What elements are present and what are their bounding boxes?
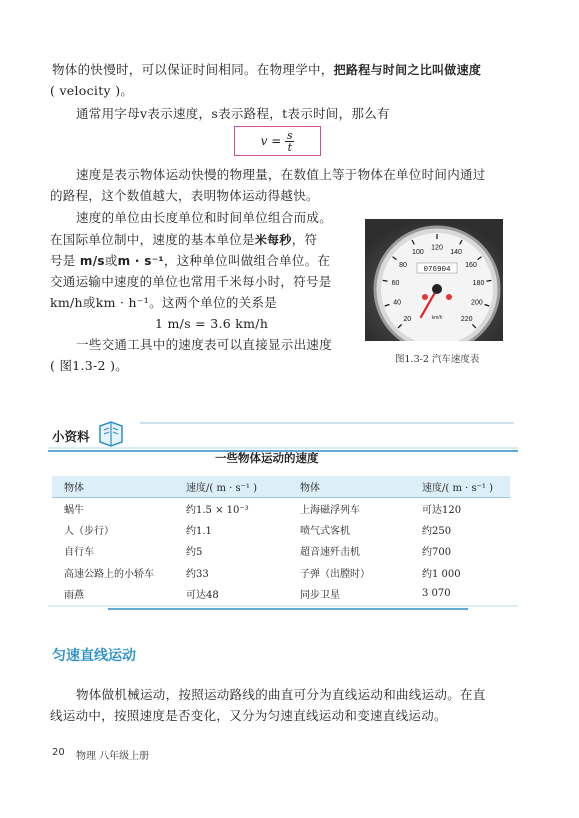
table-cell: 自行车 (64, 547, 94, 559)
definition-line-1: 速度是表示物体运动快慢的物理量，在数值上等于物体在单位时间内通过 (76, 167, 486, 182)
intro-text: 物体的快慢时，可以保证时间相同。在物理学中， (52, 62, 334, 77)
section-line-2: 线运动中，按照速度是否变化，又分为匀速直线运动和变速直线运动。 (50, 708, 447, 723)
table-cell: 约33 (186, 568, 209, 580)
table-cell: 超音速歼击机 (300, 547, 360, 559)
odometer-readout: 076904 (423, 266, 451, 274)
units-text: 在国际单位制中，速度的基本单位是 (50, 232, 255, 247)
table-cell: 约5 (186, 547, 203, 559)
section-line-1: 物体做机械运动，按照运动路线的曲直可分为直线运动和曲线运动。在直 (76, 687, 486, 702)
figure-caption: 图1.3-2 汽车速度表 (395, 354, 480, 365)
unit-name-bold: 米每秒 (254, 233, 292, 247)
units-line-3 (50, 250, 330, 272)
col-speed-2: 速度/( m · s⁻¹ ) (410, 476, 510, 497)
formula-denominator: t (287, 140, 293, 154)
speed-definition-bold: 把路程与时间之比叫做速度 (333, 63, 482, 77)
units-line-6: 一些交通工具中的速度表可以直接显示出速度 (76, 337, 333, 352)
symbols-line: 通常用字母v表示速度，s表示路程，t表示时间，那么有 (76, 106, 390, 121)
gauge-label: 20 (403, 316, 412, 324)
table-bottom-rule (48, 598, 518, 612)
table-cell: 可达120 (422, 504, 462, 516)
units-line-1: 速度的单位由长度单位和时间单位组合而成。 (76, 210, 333, 225)
table-cell: 人（步行） (64, 525, 114, 537)
gauge-label: 40 (393, 299, 401, 307)
gauge-label: 80 (399, 261, 407, 269)
units-line-2 (50, 229, 317, 251)
gauge-unit-label: km/h (431, 315, 443, 321)
gauge-label: 60 (391, 279, 400, 287)
sidebar-label: 小资料 (52, 429, 90, 444)
book-icon (96, 418, 126, 448)
intro-line-2: ( velocity )。 (50, 83, 134, 98)
table-cell: 3 070 (422, 588, 451, 600)
formula-numerator: s (287, 128, 293, 142)
unit-relation: 1 m/s = 3.6 km/h (155, 316, 269, 331)
table-cell: 约1.5 × 10⁻³ (186, 504, 249, 516)
table-row (52, 562, 510, 584)
table-cell: 蜗牛 (64, 504, 84, 516)
gauge-label: 200 (471, 299, 483, 307)
speedometer-photo (365, 219, 503, 341)
gauge-tick (486, 280, 491, 281)
col-speed-1: 速度/( m · s⁻¹ ) (174, 476, 288, 497)
section-heading: 匀速直线运动 (52, 648, 136, 664)
table-cell: 约250 (422, 525, 452, 537)
speed-table (52, 476, 510, 605)
units-line-4: 交通运输中速度的单位也常用千米每小时，符号是 (50, 274, 332, 289)
gauge-label: 140 (450, 249, 462, 257)
formula-fraction (285, 130, 294, 153)
table-row (52, 540, 510, 562)
units-line-7: ( 图1.3-2 )。 (50, 358, 129, 373)
col-object-1: 物体 (52, 476, 174, 497)
table-cell: 同步卫星 (300, 590, 340, 602)
table-header-row (52, 476, 510, 497)
col-object-2: 物体 (288, 476, 410, 497)
table-cell: 喷气式客机 (300, 525, 350, 537)
page-number: 20 (52, 747, 65, 758)
table-cell: 约1 000 (422, 568, 461, 580)
gauge-label: 120 (431, 244, 443, 252)
table-cell: 高速公路上的小轿车 (64, 568, 154, 580)
unit-symbol-ms: m/s (79, 254, 105, 268)
table-cell: 约700 (422, 547, 452, 559)
intro-line-1 (52, 59, 522, 81)
units-text: ，这种单位叫做组合单位。在 (163, 253, 331, 268)
book-title: 物理 八年级上册 (76, 751, 150, 762)
gauge-tick (383, 280, 388, 281)
definition-line-2: 的路程，这个数值越大，表明物体运动得越快。 (50, 188, 319, 203)
units-text: 或 (104, 253, 118, 268)
speed-table-title: 一些物体运动的速度 (215, 451, 319, 465)
gauge-label: 100 (412, 249, 424, 257)
gauge-label: 220 (460, 316, 473, 324)
table-cell: 可达48 (186, 590, 219, 602)
unit-symbol-ms-1: m · s⁻¹ (117, 254, 164, 268)
needle-hub (432, 284, 442, 294)
speedometer-drawing (365, 219, 503, 341)
table-cell: 上海磁浮列车 (300, 504, 360, 516)
formula-lhs: v = (260, 134, 282, 148)
table-cell: 雨燕 (64, 590, 84, 602)
gauge-label: 180 (472, 279, 485, 287)
speed-formula (234, 126, 321, 156)
units-line-5: km/h或km · h⁻¹。这两个单位的关系是 (50, 295, 278, 310)
table-row (52, 519, 510, 541)
gauge-label: 160 (465, 261, 477, 269)
table-row (52, 497, 510, 519)
units-text: 号是 (50, 253, 76, 268)
table-cell: 约1.1 (186, 525, 212, 537)
units-text: ，符 (291, 232, 318, 247)
table-cell: 子弹（出膛时） (300, 568, 370, 580)
